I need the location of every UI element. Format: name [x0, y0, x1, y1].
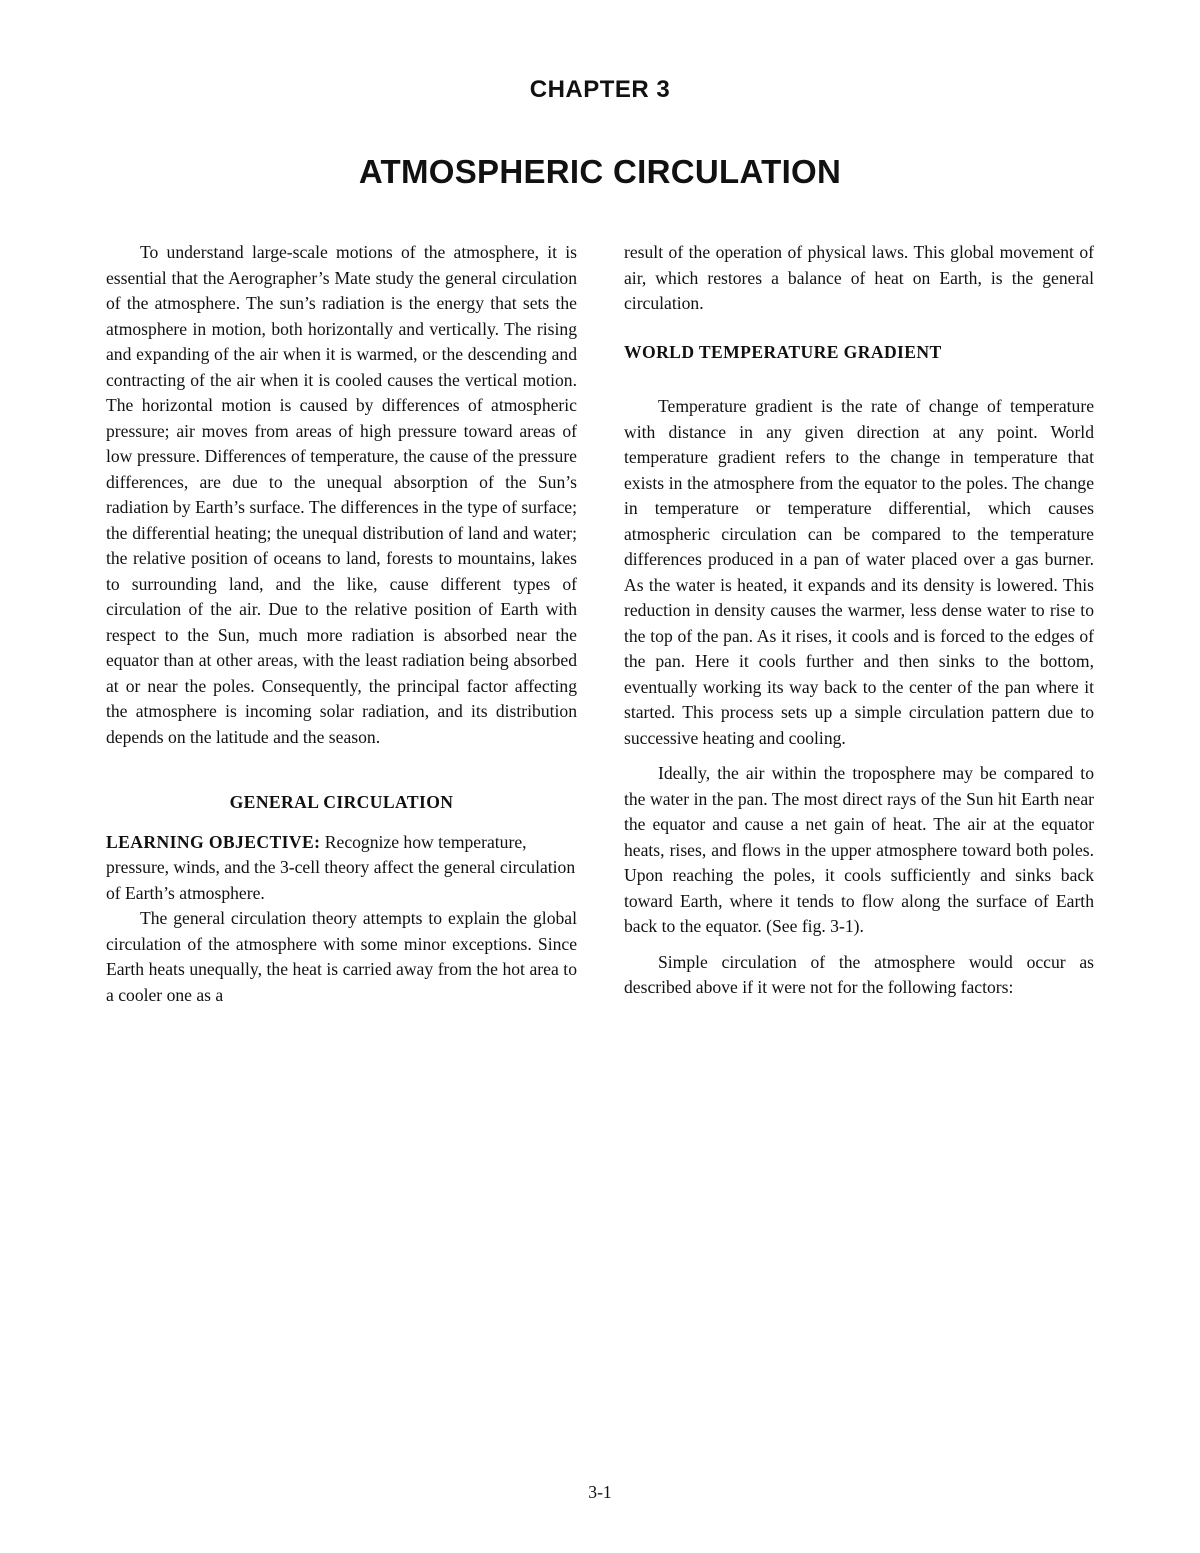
learning-objective: [106, 830, 577, 907]
chapter-title: ATMOSPHERIC CIRCULATION: [358, 153, 842, 190]
section-heading-general-circulation: GENERAL CIRCULATION: [229, 792, 454, 812]
learning-objective-label: LEARNING OBJECTIVE:: [106, 831, 321, 852]
learning-objective-text: Recognize how temperature, pressure, winds, and the 3-cell theory affect the general circulation of Earth’s atmosphere.: [106, 831, 576, 903]
right-column: [624, 240, 1094, 1001]
ideal-circulation-paragraph: Ideally, the air within the troposphere may be compared to the water in the pan. The most direct rays of the Sun hit Earth near the equator and cause a net gain of heat. The air at the equator heats, rises, and flows in the upper atmosphere toward both poles. Upon reaching the poles, it cools sufficiently and sinks back toward Earth, where it tends to flow along the surface of Earth back to the equator. (See fig. 3-1).: [624, 763, 1094, 936]
page-number: 3-1: [588, 1482, 612, 1502]
left-column: [106, 240, 577, 1008]
general-circulation-paragraph: The general circulation theory attempts to explain the global circulation of the atmosphere with some minor exceptions. Since Earth heats unequally, the heat is carried away from the hot area to a cooler one as a: [106, 908, 577, 1005]
section-heading-world-temperature-gradient: WORLD TEMPERATURE GRADIENT: [624, 341, 942, 362]
chapter-label: CHAPTER 3: [529, 76, 671, 103]
simple-circulation-paragraph: Simple circulation of the atmosphere would occur as described above if it were not for the following factors:: [624, 951, 1094, 997]
continuation-paragraph: result of the operation of physical laws. This global movement of air, which restores a balance of heat on Earth, is the general circulation.: [624, 242, 1094, 313]
temperature-gradient-paragraph: Temperature gradient is the rate of change of temperature with distance in any given direction at any point. World temperature gradient refers to the change in temperature that exists in the atmosphere from the equator to the poles. The change in temperature or temperature differential, which causes atmospheric circulation can be compared to the temperature differences produced in a pan of water placed over a gas burner. As the water is heated, it expands and its density is lowered. This reduction in density causes the warmer, less dense water to rise to the top of the pan. As it rises, it cools and is forced to the edges of the pan. Here it cools further and then sinks to the bottom, eventually working its way back to the center of the pan where it started. This process sets up a simple circulation pattern due to successive heating and cooling.: [624, 396, 1094, 748]
intro-paragraph: To understand large-scale motions of the atmosphere, it is essential that the Aerographer’s Mate study the general circulation of the atmosphere. The sun’s radiation is the energy that sets the atmosphere in motion, both horizontally and vertically. The rising and expanding of the air when it is warmed, or the descending and contracting of the air when it is cooled causes the vertical motion. The horizontal motion is caused by differences of atmospheric pressure; air moves from areas of high pressure toward areas of low pressure. Differences of temperature, the cause of the pressure differences, are due to the unequal absorption of the Sun’s radiation by Earth’s surface. The differences in the type of surface; the differential heating; the unequal distribution of land and water; the relative position of oceans to land, forests to mountains, lakes to surrounding land, and the like, cause different types of circulation of the air. Due to the relative position of Earth with respect to the Sun, much more radiation is absorbed near the equator than at other areas, with the least radiation being absorbed at or near the poles. Consequently, the principal factor affecting the atmosphere is incoming solar radiation, and its distribution depends on the latitude and the season.: [106, 242, 577, 747]
